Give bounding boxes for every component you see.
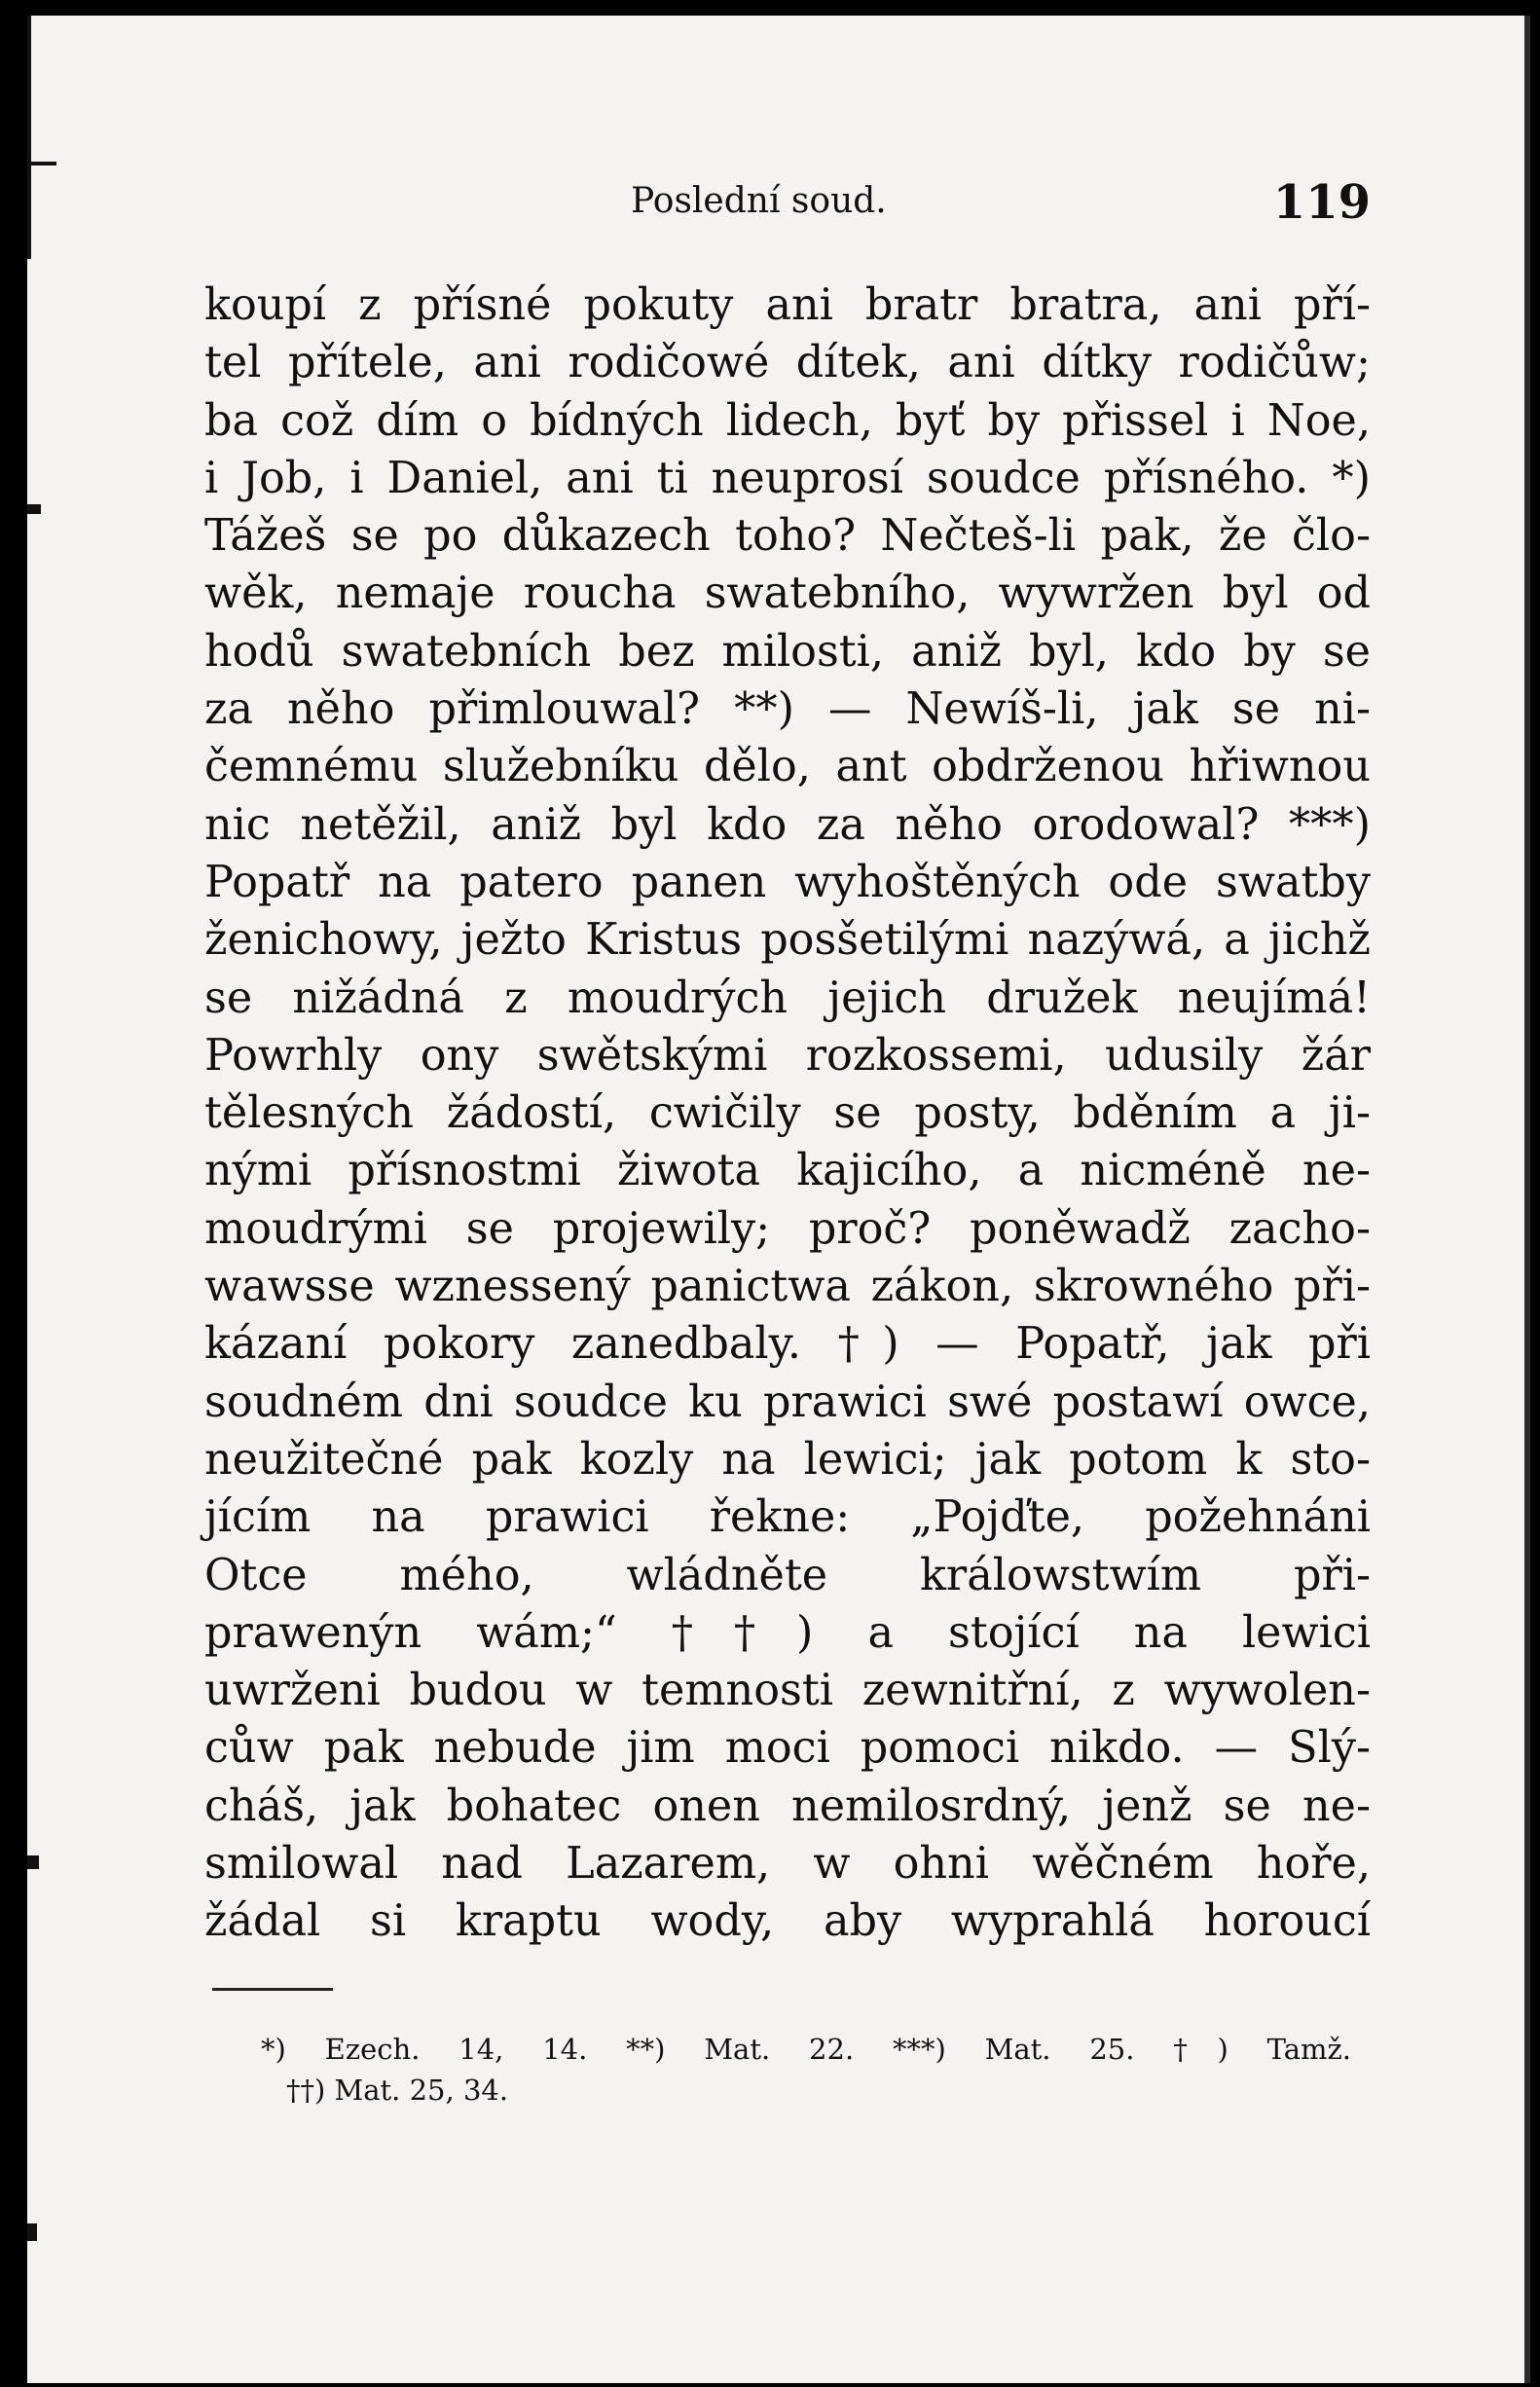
text-line: tel přítele, ani rodičowé dítek, ani dítky rodičůw; xyxy=(204,338,1371,388)
body-text xyxy=(204,276,1371,1951)
page-number: 119 xyxy=(1272,175,1371,230)
text-line: žádal si kraptu wody, aby wyprahlá horoucí xyxy=(204,1896,1371,1947)
text-line: jícím na prawici řekne: „Pojďte, požehnáni xyxy=(204,1492,1371,1543)
text-line: uwrženi budou w temnosti zewnitřní, z wywolen- xyxy=(204,1666,1371,1716)
binding-line xyxy=(27,16,31,259)
page-header xyxy=(202,175,1371,249)
text-line: i Job, i Daniel, ani ti neuprosí soudce přísného. *) xyxy=(204,453,1371,503)
text-line: nic netěžil, aniž byl kdo za něho orodowal? ***) xyxy=(204,799,1371,850)
book-page xyxy=(27,16,1530,2383)
text-line: ženichowy, ježto Kristus posšetilými nazýwá, a jichž xyxy=(204,915,1371,966)
text-line: Tážeš se po důkazech toho? Nečteš-li pak, že člo- xyxy=(204,511,1371,562)
edge-tick xyxy=(27,1855,39,1869)
edge-tick xyxy=(27,162,56,165)
text-line: wawsse wznessený panictwa zákon, skrowného při- xyxy=(204,1262,1371,1312)
text-line: prawenýn wám;“ ††) a stojící na lewici xyxy=(204,1607,1371,1658)
text-line: se nižádná z moudrých jejich družek neujímá! xyxy=(204,973,1371,1023)
footnote-line: *) Ezech. 14, 14. **) Mat. 22. ***) Mat. 25. †) Tamž. xyxy=(261,2033,1351,2066)
text-line: wěk, nemaje roucha swatebního, wywržen byl od xyxy=(204,569,1371,619)
text-line: koupí z přísné pokuty ani bratr bratra, ani pří- xyxy=(204,280,1371,330)
text-line: cůw pak nebude jim moci pomoci nikdo. — Slý- xyxy=(204,1723,1371,1774)
text-line: čemnému služebníku dělo, ant obdrženou hřiwnou xyxy=(204,742,1371,792)
text-line: neužitečné pak kozly na lewici; jak potom k sto- xyxy=(204,1434,1371,1485)
text-line: Popatř na patero panen wyhoštěných ode swatby xyxy=(204,857,1371,907)
text-line: tělesných žádostí, cwičily se posty, bděním a ji- xyxy=(204,1088,1371,1139)
text-line: nými přísnostmi žiwota kajicího, a nicméně ne- xyxy=(204,1146,1371,1196)
text-line: kázaní pokory zanedbaly. †) — Popatř, jak při xyxy=(204,1319,1371,1370)
text-line: soudném dni soudce ku prawici swé postawí owce, xyxy=(204,1377,1371,1427)
text-line: cháš, jak bohatec onen nemilosrdný, jenž se ne- xyxy=(204,1781,1371,1831)
right-edge-shadow xyxy=(1524,16,1530,2383)
running-title: Poslední soud. xyxy=(631,181,887,221)
edge-tick xyxy=(27,504,41,514)
footnote-line: ††) Mat. 25, 34. xyxy=(286,2074,509,2107)
footnote-rule xyxy=(212,1988,333,1991)
edge-tick xyxy=(27,2223,37,2241)
text-line: smilowal nad Lazarem, w ohni wěčném hoře, xyxy=(204,1839,1371,1890)
footnotes xyxy=(261,2029,1351,2111)
text-line: Otce mého, wládněte králowstwím při- xyxy=(204,1550,1371,1600)
text-line: moudrými se projewily; proč? poněwadž zacho- xyxy=(204,1203,1371,1254)
text-line: hodů swatebních bez milosti, aniž byl, kdo by se xyxy=(204,626,1371,677)
text-line: Powrhly ony swětskými rozkossemi, udusily žár xyxy=(204,1030,1371,1081)
text-line: ba což dím o bídných lidech, byť by přissel i Noe, xyxy=(204,395,1371,446)
text-line: za něho přimlouwal? **) — Newíš-li, jak se ni- xyxy=(204,684,1371,735)
